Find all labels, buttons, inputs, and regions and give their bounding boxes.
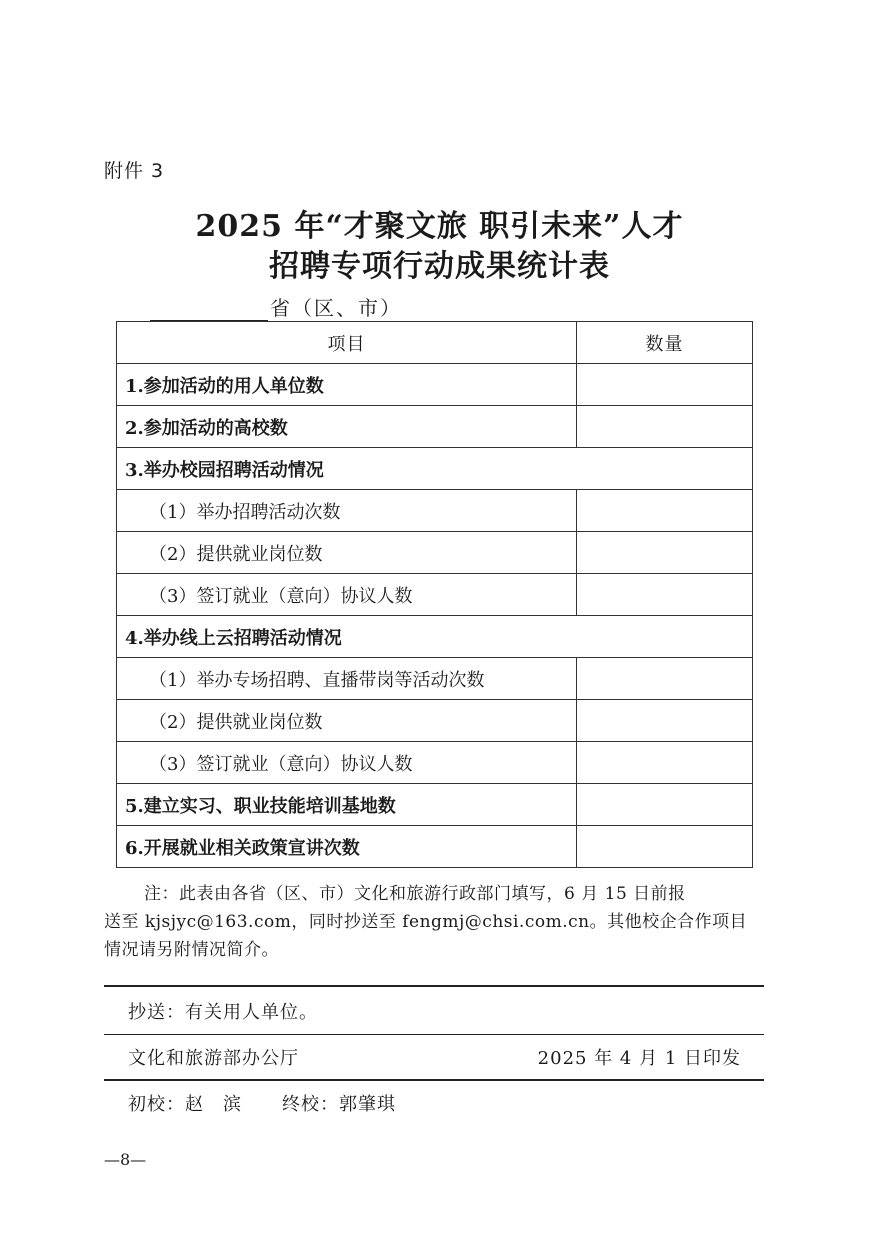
- header-item: 项目: [117, 322, 577, 364]
- note: [104, 880, 766, 964]
- count-cell[interactable]: [577, 658, 753, 700]
- row-label: 5.建立实习、职业技能培训基地数: [117, 784, 577, 826]
- table-row: [117, 700, 753, 742]
- divider-top: [104, 985, 764, 987]
- count-cell[interactable]: [577, 364, 753, 406]
- issue-date: 2025 年 4 月 1 日印发: [537, 1048, 741, 1069]
- row-label: （3）签订就业（意向）协议人数: [117, 742, 577, 784]
- row-label: 1.参加活动的用人单位数: [117, 364, 577, 406]
- count-cell[interactable]: [577, 742, 753, 784]
- count-cell[interactable]: [577, 826, 753, 868]
- province-blank[interactable]: [150, 298, 268, 321]
- table-row: [117, 406, 753, 448]
- count-cell[interactable]: [577, 784, 753, 826]
- row-label: 6.开展就业相关政策宣讲次数: [117, 826, 577, 868]
- divider-bottom: [104, 1079, 764, 1081]
- row-label: （1）举办专场招聘、直播带岗等活动次数: [117, 658, 577, 700]
- divider-middle: [104, 1034, 764, 1035]
- province-field: [150, 292, 402, 321]
- note-line-2: 送至 kjsjyc@163.com，同时抄送至 fengmj@chsi.com.cn。其他校企合作项目: [104, 912, 748, 932]
- count-cell[interactable]: [577, 532, 753, 574]
- province-suffix: 省（区、市）: [270, 296, 402, 320]
- table-row: [117, 616, 753, 658]
- table-row: [117, 490, 753, 532]
- row-label: 2.参加活动的高校数: [117, 406, 577, 448]
- table-row: [117, 658, 753, 700]
- table-row: [117, 826, 753, 868]
- title-line-2: 招聘专项行动成果统计表: [269, 249, 610, 284]
- row-label: （2）提供就业岗位数: [117, 700, 577, 742]
- header-count: 数量: [577, 322, 753, 364]
- table-row: [117, 574, 753, 616]
- row-label: 4.举办线上云招聘活动情况: [117, 616, 753, 658]
- count-cell[interactable]: [577, 700, 753, 742]
- note-line-3: 情况请另附情况简介。: [104, 940, 279, 960]
- table-header-row: [117, 322, 753, 364]
- table-body: [117, 364, 753, 868]
- row-label: （2）提供就业岗位数: [117, 532, 577, 574]
- attachment-label: 附件 3: [104, 160, 165, 182]
- count-cell[interactable]: [577, 490, 753, 532]
- final-proof: 终校：郭肇琪: [282, 1094, 396, 1115]
- table-row: [117, 784, 753, 826]
- proofreaders: [128, 1090, 396, 1116]
- cc-line: 抄送：有关用人单位。: [128, 1002, 318, 1023]
- count-cell[interactable]: [577, 574, 753, 616]
- table-row: [117, 742, 753, 784]
- note-line-1: 注：此表由各省（区、市）文化和旅游行政部门填写，6 月 15 日前报: [144, 884, 686, 904]
- row-label: （1）举办招聘活动次数: [117, 490, 577, 532]
- row-label: （3）签订就业（意向）协议人数: [117, 574, 577, 616]
- first-proof: 初校：赵 滨: [128, 1094, 242, 1115]
- statistics-table: [116, 321, 753, 868]
- row-label: 3.举办校园招聘活动情况: [117, 448, 753, 490]
- table-row: [117, 364, 753, 406]
- issuing-office: 文化和旅游部办公厅: [128, 1048, 299, 1069]
- title-line-1: 2025 年“才聚文旅 职引未来”人才: [195, 209, 684, 244]
- table-row: [117, 532, 753, 574]
- table-row: [117, 448, 753, 490]
- count-cell[interactable]: [577, 406, 753, 448]
- page-number: —8—: [104, 1150, 147, 1169]
